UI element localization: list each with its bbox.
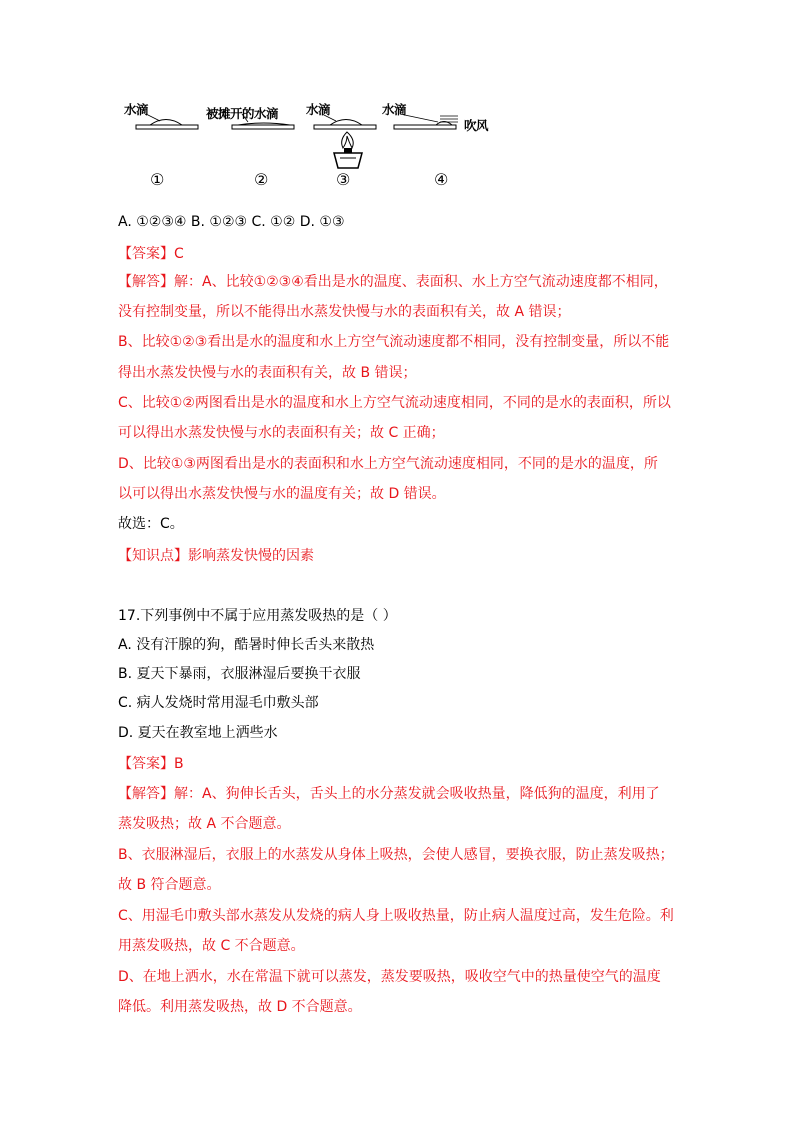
figure-label-water-drop-3: 水滴 [306, 102, 331, 117]
figure-number-2: ② [254, 170, 269, 189]
q17-analysis-line: 故 B 符合题意。 [118, 877, 221, 893]
figure-label-water-drop-4: 水滴 [382, 102, 407, 117]
figure-label-spread-water-drop: 被摊开的水滴 [206, 106, 279, 121]
evaporation-experiment-figure [118, 92, 518, 194]
q16-knowledge-point: 【知识点】影响蒸发快慢的因素 [118, 548, 314, 564]
q17-answer: 【答案】B [118, 756, 184, 772]
q16-analysis-line: 可以得出水蒸发快慢与水的表面积有关；故 C 正确； [118, 425, 445, 441]
q16-analysis-line: 没有控制变量，所以不能得出水蒸发快慢与水的表面积有关，故 A 错误； [118, 304, 571, 320]
q16-answer: 【答案】C [118, 246, 184, 262]
q17-analysis-line: C、用湿毛巾敷头部水蒸发从发烧的病人身上吸收热量，防止病人温度过高，发生危险。利 [118, 908, 674, 924]
q16-analysis-line: 得出水蒸发快慢与水的表面积有关，故 B 错误； [118, 365, 417, 381]
q16-analysis-line: C、比较①②两图看出是水的温度和水上方空气流动速度相同，不同的是水的表面积，所以 [118, 395, 671, 411]
figure-number-4: ④ [434, 170, 449, 189]
figure-label-blow-wind: 吹风 [464, 118, 489, 133]
q16-analysis-line: B、比较①②③看出是水的温度和水上方空气流动速度都不相同，没有控制变量，所以不能 [118, 334, 670, 350]
q16-analysis-line: 【解答】解：A、比较①②③④看出是水的温度、表面积、水上方空气流动速度都不相同， [118, 274, 668, 290]
q17-option-c: C. 病人发烧时常用湿毛巾敷头部 [118, 695, 319, 711]
q17-analysis-line: D、在地上洒水，水在常温下就可以蒸发，蒸发要吸热，吸收空气中的热量使空气的温度 [118, 969, 661, 985]
panel-3-drawing [314, 114, 376, 168]
figure-label-water-drop-1: 水滴 [124, 102, 149, 117]
figure-number-1: ① [150, 170, 165, 189]
q17-question: 17.下列事例中不属于应用蒸发吸热的是（ ） [118, 608, 397, 624]
q17-analysis-line: 用蒸发吸热，故 C 不合题意。 [118, 938, 305, 954]
q17-option-a: A. 没有汗腺的狗，酷暑时伸长舌头来散热 [118, 637, 375, 653]
q16-analysis-line: 以可以得出水蒸发快慢与水的温度有关；故 D 错误。 [118, 486, 446, 502]
q16-options: A. ①②③④ B. ①②③ C. ①② D. ①③ [118, 214, 345, 230]
figure-number-3: ③ [336, 170, 351, 189]
q17-option-d: D. 夏天在教室地上洒些水 [118, 725, 278, 741]
q17-analysis-line: 蒸发吸热；故 A 不合题意。 [118, 816, 291, 832]
q17-analysis-line: B、衣服淋湿后，衣服上的水蒸发从身体上吸热，会使人感冒，要换衣服，防止蒸发吸热； [118, 847, 674, 863]
q17-analysis-line: 【解答】解：A、狗伸长舌头，舌头上的水分蒸发就会吸收热量，降低狗的温度，利用了 [118, 786, 660, 802]
q16-choice: 故选：C。 [118, 516, 184, 532]
q17-option-b: B. 夏天下暴雨，衣服淋湿后要换干衣服 [118, 666, 361, 682]
q16-analysis-line: D、比较①③两图看出是水的表面积和水上方空气流动速度相同，不同的是水的温度，所 [118, 456, 658, 472]
q17-analysis-line: 降低。利用蒸发吸热，故 D 不合题意。 [118, 999, 362, 1015]
